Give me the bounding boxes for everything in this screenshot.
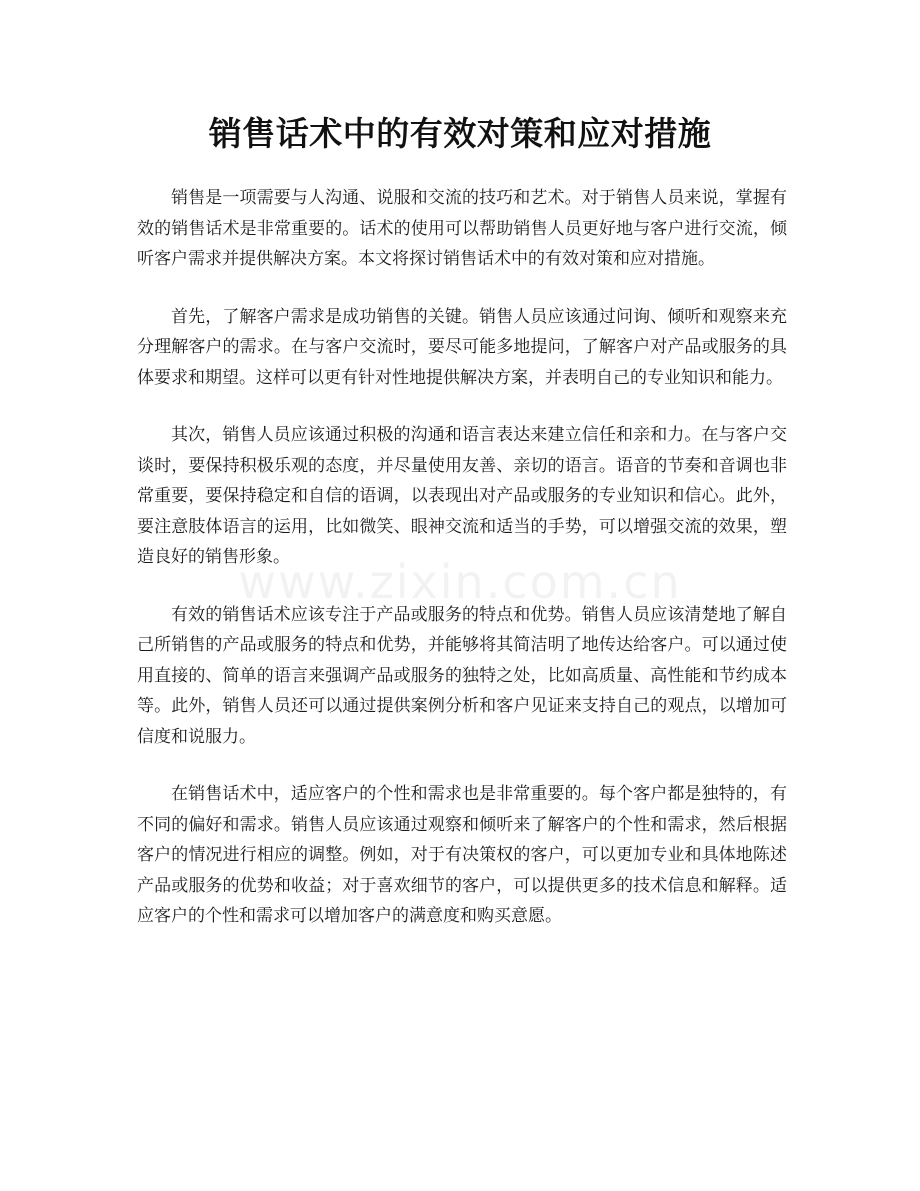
document-title: 销售话术中的有效对策和应对措施 (208, 114, 712, 153)
paragraph-trust-rapport: 其次，销售人员应该通过积极的沟通和语言表达来建立信任和亲和力。在与客户交谈时，要保持积极乐观的态度，并尽量使用友善、亲切的语言。语音的节奏和音调也非常重要，要保持稳定和自信的语调，以表现出对产品或服务的专业知识和信心。此外，要注意肢体语言的运用，比如微笑、眼神交流和适当的手势，可以增强交流的效果，塑造良好的销售形象。 (137, 425, 787, 567)
paragraph-customer-needs: 首先，了解客户需求是成功销售的关键。销售人员应该通过问询、倾听和观察来充分理解客户的需求。在与客户交流时，要尽可能多地提问，了解客户对产品或服务的具体要求和期望。这样可以更有针对性地提供解决方案，并表明自己的专业知识和能力。 (137, 306, 787, 388)
paragraph-intro: 销售是一项需要与人沟通、说服和交流的技巧和艺术。对于销售人员来说，掌握有效的销售话术是非常重要的。话术的使用可以帮助销售人员更好地与客户进行交流，倾听客户需求并提供解决方案。本文将探讨销售话术中的有效对策和应对措施。 (137, 188, 787, 269)
paragraph-product-features: 有效的销售话术应该专注于产品或服务的特点和优势。销售人员应该清楚地了解自己所销售的产品或服务的特点和优势，并能够将其简洁明了地传达给客户。可以通过使用直接的、简单的语言来强调产品或服务的独特之处，比如高质量、高性能和节约成本等。此外，销售人员还可以通过提供案例分析和客户见证来支持自己的观点，以增加可信度和说服力。 (137, 604, 787, 747)
document-body (137, 183, 787, 959)
watermark: www.zixin.com.cn (238, 555, 682, 609)
paragraph-adapt-to-customer: 在销售话术中，适应客户的个性和需求也是非常重要的。每个客户都是独特的，有不同的偏好和需求。销售人员应该通过观察和倾听来了解客户的个性和需求，然后根据客户的情况进行相应的调整。例如，对于有决策权的客户，可以更加专业和具体地陈述产品或服务的优势和收益；对于喜欢细节的客户，可以提供更多的技术信息和解释。适应客户的个性和需求可以增加客户的满意度和购买意愿。 (137, 784, 787, 926)
